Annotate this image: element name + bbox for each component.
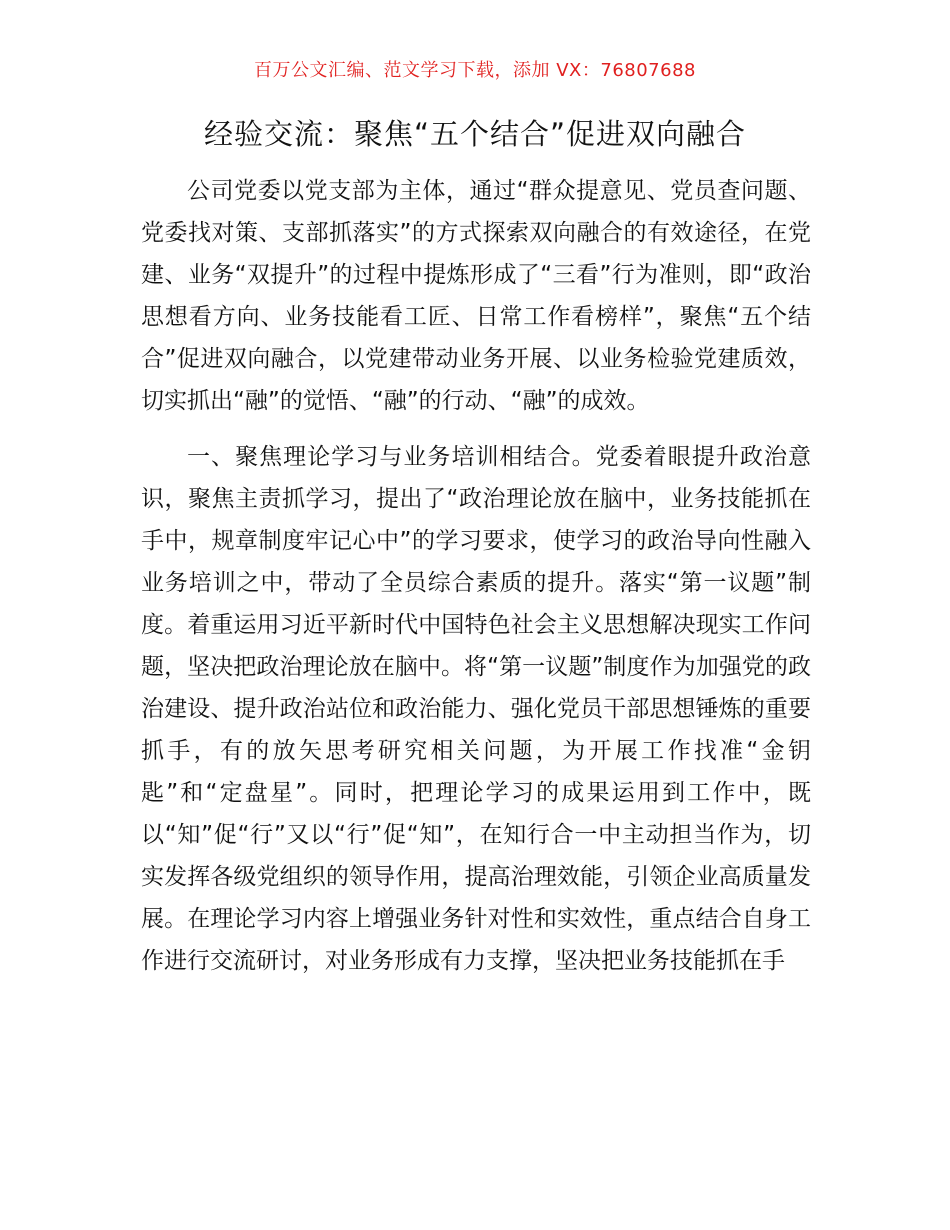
watermark-header: 百万公文汇编、范文学习下载，添加 VX：76807688 (254, 60, 696, 81)
paragraph-section-one: 一、聚焦理论学习与业务培训相结合。党委着眼提升政治意识，聚焦主责抓学习，提出了“政治理论放在脑中，业务技能抓在手中，规章制度牢记心中”的学习要求，使学习的政治导向性融入业务培训之中，带动了全员综合素质的提升。落实“第一议题”制度。着重运用习近平新时代中国特色社会主义思想解决现实工作问题，坚决把政治理论放在脑中。将“第一议题”制度作为加强党的政治建设、提升政治站位和政治能力、强化党员干部思想锤炼的重要抓手，有的放矢思考研究相关问题，为开展工作找准“金钥匙”和“定盘星”。同时，把理论学习的成果运用到工作中，既以“知”促“行”又以“行”促“知”，在知行合一中主动担当作为，切实发挥各级党组织的领导作用，提高治理效能，引领企业高质量发展。在理论学习内容上增强业务针对性和实效性，重点结合自身工作进行交流研讨，对业务形成有力支撑，坚决把业务技能抓在手 (141, 444, 811, 974)
paragraph-intro: 公司党委以党支部为主体，通过“群众提意见、党员查问题、党委找对策、支部抓落实”的方式探索双向融合的有效途径，在党建、业务“双提升”的过程中提炼形成了“三看”行为准则，即“政治思想看方向、业务技能看工匠、日常工作看榜样”，聚焦“五个结合”促进双向融合，以党建带动业务开展、以业务检验党建质效，切实抓出“融”的觉悟、“融”的行动、“融”的成效。 (141, 178, 811, 414)
page-title: 经验交流：聚焦“五个结合”促进双向融合 (203, 117, 747, 151)
document-body (141, 170, 811, 982)
